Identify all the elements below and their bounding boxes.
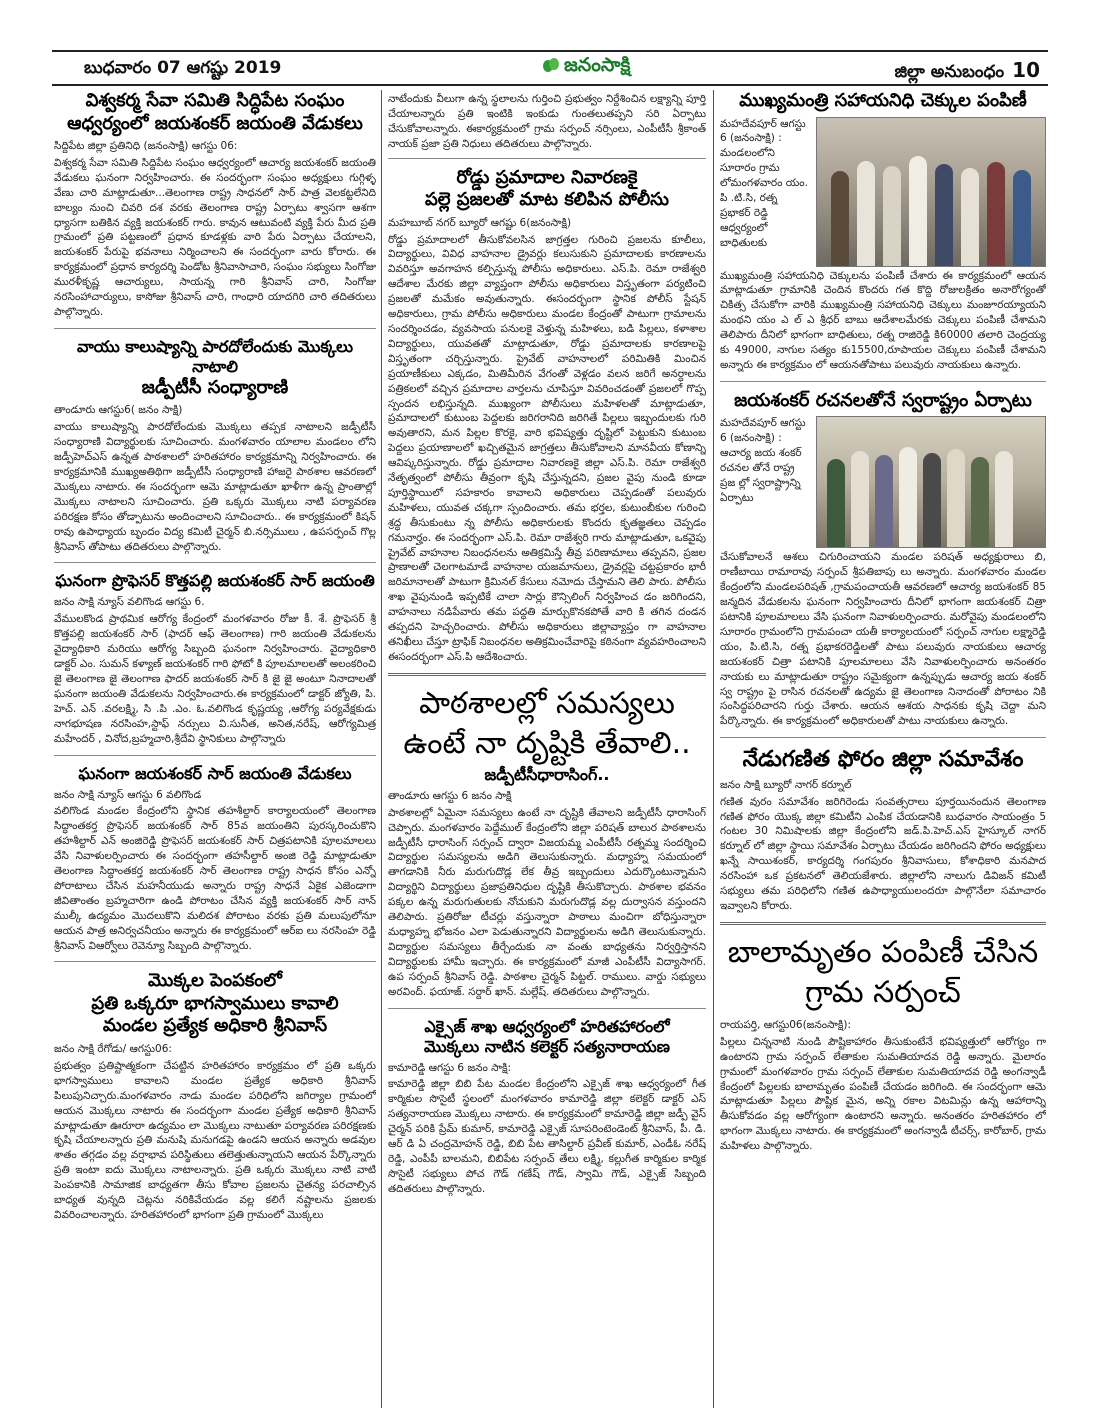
page-section	[895, 58, 1040, 86]
article-body: వాయు కాలుష్యాన్ని పారదోలేందుకు మొక్కలు తప్పక నాటాలని జడ్పీటీసీ సంధ్యారాణి విద్యార్థులకు సూచించారు. మంగళవారం యాలాల మండలం లోని జడ్పీహెచ్ఎస్ ఉన్నత పాఠశాలలో హరితహారం కార్యక్రమాన్ని నిర్వహించారు. ఈ కార్యక్రమానికి ముఖ్యఅతిథిగా జడ్పీటీసీ సంధ్యారాణి హాజరై పాఠశాల ఆవరణలో మొక్కలు నాటారు. ఈ సందర్భంగా ఆమె మాట్లాడుతూ ఖాళీగా ఉన్న ప్రాంతాల్లో మొక్కలు నాటాలని సూచించారు. ప్రతి ఒక్కరు మొక్కలు నాటి పర్యావరణ పరిరక్షణ కోసం తోడ్పాటును అందించాలని సూచించారు.. ఈ కార్యక్రమంలో కిషన్ రావు ఉపాధ్యాయ బృందం విద్య కమిటీ చైర్మన్ బి.నర్సిములు , ఉపసర్పంచ్ గొల్ల శ్రీనివాస్ తోపాటు తదితరులు పాల్గొన్నారు.	[54, 421, 376, 553]
article-body: పాఠశాలల్లో ఏమైనా సమస్యలు ఉంటే నా దృష్టికి తేవాలని జడ్పీటీసీ ధారాసింగ్ చెప్పారు. మంగళవారం పెద్దేముల్ కేంద్రంలోని జిల్లా పరిషత్ బాలుర పాఠశాలను జడ్పీటీసీ ధారాసింగ్ సర్పంచ్ ద్వారా విజయమ్మ ఎంపీటీసీ రత్నమ్మ సందర్శించి విద్యార్థుల సమస్యలను అడిగి తెలుసుకున్నారు. మధ్యాహ్న సమయంలో తాగడానికి నీరు మరుగుదొడ్ల లేక తీవ్ర ఇబ్బందులు ఎదుర్కొంటున్నామని విద్యార్థిని విద్యార్థులు ప్రజాప్రతినిధుల దృష్టికి తీసుకొచ్చారు. పాఠశాల భవనం పక్కల ఉన్న మరుగుతులకు నోచుకుని మరుగుదొడ్ల వల్ల దుర్వాసన వస్తుందని తెలిపారు. ప్రతిరోజు టీచర్లు వస్తున్నారా పాఠాలు మంచిగా బోధిస్తున్నారా మధ్యాహ్న భోజనం ఎలా పెడుతున్నారని విద్యార్థులను అడిగి తెలుసుకున్నారు. విద్యార్థుల సమస్యలు తీర్చేందుకు నా వంతు బాధ్యతను నిర్వర్తిస్తానని విద్యార్థులకు హామీ ఇచ్చారు. ఈ కార్యక్రమంలో మాజీ ఎంపీటీసీ విద్యాసాగర్. ఉప సర్పంచ్ శ్రీనివాస్ రెడ్డి. పాఠశాల చైర్మన్ పిట్టల్. రాములు. వార్డు సభ్యులు అరవింద్. ఫయాజ్. సర్దార్ ఖాన్. మల్లేష్. తదితరులు పాల్గొన్నారు.	[388, 806, 706, 998]
divider	[720, 922, 1046, 925]
article-plantation	[54, 970, 376, 1222]
person-figure	[831, 171, 849, 266]
dateline: జనం సాక్షి న్యూస్ వలిగొండ ఆగస్టు 6.	[54, 596, 205, 609]
photo-block	[720, 416, 1046, 548]
headline: జయశంకర్ రచనలతోనే స్వరాష్ట్రం ఏర్పాటు	[734, 389, 1032, 411]
divider	[720, 737, 1046, 738]
dateline: మహబూబ్ నగర్ బ్యూరో ఆగష్టు 6(జనంసాక్షి)	[388, 216, 572, 229]
article-jayanthi-celebrations	[54, 764, 376, 954]
headline: పల్లె ప్రజలతో మాట కలిపిన పోలీసు	[424, 189, 670, 211]
person-figure	[947, 449, 965, 547]
dateline: జనం సాక్షి రేగోడు/ ఆగస్టు06:	[54, 1042, 172, 1055]
person-figure	[851, 451, 869, 547]
divider	[54, 562, 376, 563]
headline: ఘనంగా జయశంకర్ సార్ జయంతి వేడుకలు	[78, 763, 352, 783]
person-figure	[875, 455, 893, 547]
article-maths-forum	[720, 746, 1046, 914]
article-body: వేములకొండ ప్రాథమిక ఆరోగ్య కేంద్రంలో మంగళవారం రోజు కీ. శే. ప్రొఫెసర్ శ్రీ కొత్తపల్లి జయశంకర్ సార్ (ఫాదర్ ఆఫ్ తెలంగాణ) గారి జయంతి వేడుకలను వైద్యాధికారి మరియు ఆరోగ్య సిబ్బంది ఘనంగా నిర్వహించారు. వైద్యాధికారి డాక్టర్ ఎం. సుమన్ కళ్యాణ్ జయశంకర్ గారి ఫోటో కి పూలమాలలతో అలంకరించి జై తెలంగాణ జై తెలంగాణ ఫాదర్ జయశంకర్ సార్ కి జై జై అంటూ నినాదాలతో ఘనంగా జయంతి వేడుకలను నిర్వహించారు.ఈ కార్యక్రమంలో డాక్టర్ జ్యోతి, పి. హెచ్. ఎన్ .వరలక్ష్మి, సి .పి .ఎం. ఓ.వలిగొండ కృష్ణయ్య ,ఆరోగ్య పర్యవేక్షకుడు నాగభూషణ నరసింహ,స్టాఫ్ నర్సులు వి.సునీత, అనిత,నరేష్, ఆరోగ్యమిత్ర మహేందర్ , వినోద,బ్రహ్మచారి,శ్రీదేవి స్థానికులు పాల్గొన్నారు	[54, 613, 376, 745]
headline: ఆధ్వర్యంలో జయశంకర్ జయంతి వేడుకలు	[67, 112, 363, 134]
dateline: తాండూరు ఆగస్టు6( జనం సాక్షి)	[54, 404, 183, 417]
headline: మొక్కలు నాటిన కలెక్టర్ సత్యనారాయణ	[424, 1036, 670, 1056]
person-figure	[899, 447, 917, 547]
dateline: తాండూరు ఆగస్టు 6 జనం సాక్షి	[388, 789, 512, 802]
column-rule	[381, 90, 382, 1408]
article-balamrutham	[720, 933, 1046, 1154]
article-lead: మహదేవపూర్ ఆగస్టు 6 (జనంసాక్షి) : మండలంలోని సూరారం గ్రామ లోమంగళవారం యం. పి .టి.సి, రత్న ప్రభాకర్ రెడ్డి ఆధ్వర్యంలో బాధితులకు	[720, 117, 808, 249]
headline: బాలామృతం పంపిణీ చేసిన	[727, 934, 1039, 970]
article-lead: మహదేవపూర్ ఆగస్టు 6 (జనంసాక్షి) : ఆచార్య జయ శంకర్ రచనల తోనే రాష్ట్ర ప్రజ ల్లో స్వరాష్ట్రాన్ని ఏర్పాటు	[720, 417, 806, 504]
headline: ఘనంగా ప్రొఫెసర్ కొత్తపల్లి జయశంకర్ సార్ జయంతి	[55, 571, 375, 591]
divider	[388, 158, 706, 159]
article-pollution	[54, 337, 376, 555]
divider	[720, 381, 1046, 382]
person-figure	[971, 457, 989, 547]
section-name: జిల్లా అనుబంధం	[894, 62, 1005, 82]
person-figure	[987, 162, 1005, 266]
divider	[54, 755, 376, 756]
person-figure	[857, 161, 875, 266]
article-body: కామారెడ్డి జిల్లా బిబి పేట మండల కేంద్రంలోని ఎక్సైజ్ శాఖ ఆధ్వర్యంలో గీత కార్మికుల సొసైటీ స్థలంలో మంగళవారం కామారెడ్డి జిల్లా కలెక్టర్ డాక్టర్ ఎస్ సత్యనారాయణ మొక్కలు నాటారు. ఈ కార్యక్రమంలో కామారెడ్డి జిల్లా జడ్పీ వైస్ చైర్మన్ పరికి ప్రేమ్ కుమార్, కామారెడ్డి ఎక్సైజ్ సూపరింటెండెంట్ శ్రీనివాస్, పీ. డి. ఆర్ డి ఏ చంద్రమోహన్ రెడ్డి, బిబి పేట తాసిల్దార్ ప్రవీణ్ కుమార్, ఎండీఓ నరేష్ రెడ్డి, ఎంపీపీ బాలమని, బిబిపేట సర్పంచ్ తేలు లక్ష్మి, కల్లుగీత కార్మికుల కార్మిక సొసైటీ సభ్యులు పోచ గౌడ్ గణేష్ గౌడ్, స్వామి గౌడ్, ఎక్సైజ్ సిబ్బంది తదితరులు పాల్గొన్నారు.	[388, 1078, 706, 1195]
article-cm-relief	[720, 90, 1046, 373]
article-body: చేసుకోవాలనే ఆశలు చిగురించాయని మండల పరిషత్ అధ్యక్షురాలు బి, రాణీబాయి రామారావు సర్పంచ్ శ్రీపతిబాపు లు అన్నారు. మంగళవారం మండల కేంద్రంలోని మండలపరిషత్ ,గ్రామపంచాయతీ ఆవరణలో ఆచార్య జయశంకర్ 85 జన్మదిన వేడుకలను ఘనంగా నిర్వహించారు దీనిలో భాగంగా జయశంకర్ చిత్రా పటానికి పూలమాలలు వేసి ఘనంగా నివాళులర్పించారు. మరోవైపు మండలంలోని సూరారం గ్రామంలోని గ్రామపంచా యతీ కార్యాలయంలో సర్పంచ్ నాగుల లక్ష్మారెడ్డి యం, పి.టి.సి, రత్న ప్రభాకరరెడ్డిలతో పాటు పలువురు నాయకులు ఆచార్య జయశంకర్ చిత్రా పటానికి పూలమాలలు వేసి నివాళులర్పించారు అనంతరం నాయకు లు మాట్లాడుతూ రాష్ట్రం సమైక్యంగా ఉన్నప్పుడు ఆచార్య జయ శంకర్ స్వ రాష్ట్రం పై రాసిన రచనలతో ఉద్యమ జై తెలంగాణ నినాదంతో పోరాటం నికి సంసిద్ధపరిచారని గుర్తు చేశారు. ఆయన ఆశయ సాధనకు కృషి చెద్దా మని పేర్కొన్నారు. ఈ కార్యక్రమంలో అధికారులతో పాటు నాయకులు ఉన్నారు.	[720, 551, 1046, 728]
person-figure	[923, 453, 941, 547]
headline: ప్రతి ఒక్కరూ భాగస్వాములు కావాలి	[91, 992, 339, 1014]
article-body: పిల్లలు చిన్ననాటి నుండి పౌష్టికాహారం తీసుకుంటేనే భవిష్యత్తులో ఆరోగ్యం గా ఉంటారని గ్రామ సర్పంచ్ లేతాకుల సుమతియాదవ రెడ్డి అన్నారు. మైలారం గ్రామంలో మంగళవారం గ్రామ సర్పంచ్ లేతాకుల సుమతియాదవ రెడ్డి అంగన్వాడీ కేంద్రంలో పిల్లలకు బాలామృతం పంపిణీ చేయడం జరిగింది. ఈ సందర్భంగా ఆమె మాట్లాడుతూ పిల్లలు పౌష్టిక మైన, అన్ని రకాల విటమిన్లు ఉన్న ఆహారాన్ని తీసుకోవడం వల్ల ఆరోగ్యంగా ఉంటారని అన్నారు. అనంతరం హరితహారం లో భాగంగా మొక్కలు నాటారు. ఈ కార్యక్రమంలో అంగన్వాడీ టీచర్స్, కారోబార్, గ్రామ మహిళలు పాల్గొన్నారు.	[720, 1035, 1046, 1153]
article-road-safety	[388, 167, 706, 665]
headline: నేడుగణిత ఫోరం జిల్లా సమావేశం	[742, 747, 1024, 773]
dateline: రాయపర్తి, ఆగస్టు06(జనంసాక్షి):	[720, 1018, 851, 1031]
person-figure	[909, 156, 927, 266]
article-excise-plantation	[388, 1017, 706, 1197]
headline: మొక్కల పెంపకంలో	[148, 970, 282, 992]
article-body: ముఖ్యమంత్రి సహాయనిధి చెక్కులను పంపిణీ చేశారు ఈ కార్యక్రమంలో ఆయన మాట్లాడుతూ గ్రామానికి చెందిన కొందరు గత కొద్ది రోజులక్రితం అనారోగ్యంతో చికిత్స చేసుకోగా వారికి ముఖ్యమంత్రి సహాయనిధి చెక్కులు మంజూరయ్యాయని మంథని యం ఎ ల్ ఎ శ్రీధర్ బాబు ఆదేశాలమేరకు చెక్కులు పంపిణీ చేశామని తెలిపారు దీనిలో భాగంగా బాధితులు, రత్న రాజిరెడ్డి కి60000 తలారి చెంద్రయ్య కు 49000, నాగుల సత్యం కు15500,రూపాయల చెక్కులు పంపిణీ చేశామని అన్నారు ఈ కార్యక్రమం లో ఆయనతోపాటు పలువురు నాయకులు ఉన్నారు.	[720, 269, 1046, 371]
headline: ఉంటే నా దృష్టికి తేవాలి..	[403, 726, 691, 762]
dateline: జనం సాక్షి బ్యూరో నాగర్ కర్నూల్	[720, 778, 852, 791]
person-figure	[883, 166, 901, 266]
person-figure	[961, 168, 979, 266]
column-1	[54, 90, 376, 1408]
leaf-logo-icon	[542, 57, 560, 73]
article-body: గణిత వురం సమావేశం జరిగిరెండు సంవత్సరాలు పూర్తయినందున తెలంగాణ గణిత ఫోరం యొక్క జిల్లా కమిటీని ఎంపిక చేయడానికి బుధవారం సాయంత్రం 5 గంటల 30 నిమిషాలకు జిల్లా కేంద్రంలోని జడ్.పి.హెచ్.ఎస్ హైస్కూల్ నాగర్ కర్నూల్ లో జిల్లా స్థాయి సమావేశం ఏర్పాటు చేయడం జరిగిందని ఫోరం అధ్యక్షులు ఖన్నే సాయిశంకర్, కార్యదర్శి గంగపురం శ్రీనివాసులు, కోశాధికారి మనపాద నరసింహా ఒక ప్రకటనలో తెలియజేశారు. జిల్లాలోని నాలుగు డివిజన్ కమిటీ సభ్యులు తమ పరిధిలోని గణిత ఉపాధ్యాయులందరూ పాల్గొనేలా సమాచారం ఇవ్వాలని కోరారు.	[720, 795, 1046, 912]
divider	[54, 328, 376, 329]
dateline: కామారెడ్డి ఆగస్టు 6 జనం సాక్షి:	[388, 1061, 512, 1074]
subheadline: జడ్పీటీసీధారాసింగ్..	[484, 764, 610, 784]
column-3	[720, 90, 1046, 1408]
photo-block	[720, 117, 1046, 267]
news-photo	[816, 416, 1046, 548]
newspaper-name: జనంసాక్షి	[564, 54, 631, 76]
person-figure	[935, 164, 953, 266]
page-number: 10	[1012, 58, 1040, 82]
article-vishwakarma	[54, 90, 376, 320]
divider	[54, 961, 376, 962]
headline: ఎక్సైజ్ శాఖ ఆధ్వర్యంలో హరితహారంలో	[424, 1016, 670, 1036]
subheadline: మండల ప్రత్యేక అధికారి శ్రీనివాస్	[102, 1015, 328, 1037]
newspaper-logo	[542, 54, 630, 81]
column-rule	[713, 90, 714, 1408]
news-photo	[816, 117, 1046, 267]
article-body: వలిగొండ మండల కేంద్రంలోని స్థానిక తహశీల్దార్ కార్యాలయంలో తెలంగాణ సిద్ధాంతకర్త ప్రొఫెసర్ జయశంకర్ సార్ 85వ జయంతిని పురస్కరించుకొని తహశీల్దార్ ఎన్ అంజిరెడ్డి ప్రొఫెసర్ జయశంకర్ సార్ చిత్రపటానికి పూలమాలలు వేసి నివాళులర్పించారు ఈ సందర్భంగా తహసీల్దార్ అంజి రెడ్డి మాట్లాడుతూ తెలంగాణ సిద్ధాంతకర్త జయశంకర్ సార్ తెలంగాణ రాష్ట్ర సాధన కోసం ఎన్నో పోరాటాలు చేసిన మహనీయుడు అన్నారు రాష్ట్ర సాధనే ఏకైక ఎజెండాగా జీవితాంతం బ్రహ్మచారిగా ఉండి పోరాటం చేసిన వ్యక్తి జయశంకర్ సార్ నాన్ ముల్కీ ఉద్యమం మొదలుకొని మలిదశ పోరాటం వరకు ప్రతి మలుపులోనూ ఆయన పాత్ర అనిర్వచనీయం అన్నారు ఈ కార్యక్రమంలో ఆర్ఐ లు నరసింహ రెడ్డి శ్రీనివాస్ విఆర్వోలు రెవెన్యూ సిబ్బంది పాల్గొన్నారు.	[54, 805, 376, 952]
article-body: ప్రభుత్వం ప్రతిష్టాత్మకంగా చేపట్టిన హరితహారం కార్యక్రమం లో ప్రతి ఒక్కరు భాగస్వాములు కావాలని మండల ప్రత్యేక అధికారి శ్రీనివాస్ పిలుపునిచ్చారు.మంగళవారం నాడు మండల పరిధిలోని జగిర్యాల గ్రామంలో ఆయన మొక్కలు నాటారు ఈ సందర్భంగా మండల ప్రత్యేక అధికారి శ్రీనివాస్ మాట్లాడుతూ ఊరూరా ఉద్యమం లా మొక్కలు నాటుతూ పర్యావరణ పరిరక్షణకు కృషి చేయాలన్నారు ప్రతి మనుషి మనుగడపై ఉండని ఆయన అన్నారు అడవుల శాతం తగ్గడం వల్ల వర్షాభావ పరిస్థితులు తలెత్తుతున్నాయని ఆయన పేర్కొన్నారు ప్రతి ఇంటా ఐదు మొక్కలు నాటాలన్నారు. ప్రతి ఒక్కరు మొక్కలు నాటి వాటి పెంపకానికి సామాజిక బాధ్యతగా తీసు కోవాల ప్రజలను చైతన్య పరచాల్సిన బాధ్యత వున్నది చెట్లను నరికివేయడం వల్ల కలిగే నష్టాలను ప్రజలకు వివరించాలన్నారు. హరితహారంలో భాగంగా ప్రతి గ్రామంలో మొక్కలు	[54, 1059, 376, 1221]
headline: పాఠశాలల్లో సమస్యలు	[419, 685, 675, 721]
person-figure	[827, 459, 845, 547]
article-body: రోడ్డు ప్రమాదాలలో తీసుకోవలసిన జాగ్రత్తల గురించి ప్రజలను కూలీలు, విద్యార్థులు, వివిధ వాహనాల డ్రైవర్లు కలుసుకుని ప్రమాదాలకు కారణాలను వివరిస్తూ అవగాహన కల్పిస్తున్న పోలీసు అధికారులు. ఎస్.పి. రెమా రాజేశ్వరి ఆదేశాల మేరకు జిల్లా వ్యాప్తంగా పోలీసు అధికారులు విస్తృతంగా పర్యటించి ప్రజలతో మమేకం అవుతున్నారు. ఈసందర్భంగా స్థానిక పోలీస్ స్టేషన్ అధికారులు, గ్రామ పోలీసు అధికారులు మండల కేంద్రంతో పాటుగా గ్రామాలను సందర్శించడం, వ్యవసాయ పనులకై వెళ్తున్న మహిళలు, బడి పిల్లలు, కళాశాల విద్యార్థులు, యువతతో మాట్లాడుతూ, రోడ్డు ప్రమాదాలకు కారణాలపై విస్తృతంగా చర్చిస్తున్నారు. ప్రైవేట్ వాహనాలలో పరిమితికి మించిన ప్రయాణీకులు ఎక్కడం, మితిమీరిన వేగంతో వెళ్లడం వలన జరిగే అనర్ధాలను పత్రికలలో వచ్చిన ప్రమాదాల వార్తలను చూపిస్తూ వివరించడంతో ప్రజలలో గొప్ప స్పందన లభిస్తున్నది. ముఖ్యంగా పోలీసులు మహిళలతో మాట్లాడుతూ, ప్రమాదాలలో కుటుంబ పెద్దలకు జరిగరానిది జరిగితే పిల్లలు ఇబ్బందులకు గురి అవుతారని, మన పిల్లల కొరకై, వారి భవిష్యత్తు దృష్టిలో పెట్టుకుని కుటుంబ పెద్దలు ప్రయాణాలలో ఖచ్చితమైన జాగ్రత్తలు తీసుకోవాలని మానవీయ కోణాన్ని ఆవిష్కరిస్తున్నారు. రోడ్డు ప్రమాదాల నివారణకై జిల్లా ఎస్.పి. రెమా రాజేశ్వరి నేతృత్వంలో పోలీసు తీవ్రంగా కృషి చేస్తున్నదని, ప్రజల వైపు నుండి కూడా పూర్తిస్థాయిలో సహకారం కావాలని అధికారులు చెప్పడంతో పలువురు మహిళలు, యువత చక్కగా స్పందించారు. తమ భర్తల, కుటుంబీకుల గురించి శ్రద్ధ తీసుకుంటు న్న పోలీసు అధికారులకు కొందరు కృతజ్ఞతలు చెప్పడం గమనార్హం. ఈ సందర్భంగా ఎస్.పి. రెమా రాజేశ్వరి గారు మాట్లాడుతూ, ఒకవైపు ప్రైవేట్ వాహనాల నిబంధనలను అతిక్రమిస్తే తీవ్ర పరిణామాలు తప్పవని, ప్రజల ప్రాణాలతో చెలగాటమాడే వాహనాల యజమానులు, డ్రైవర్లపై చట్టప్రకారం భారీ జరిమానాలతో పాటుగా క్రిమినల్ కేసులు నమోదు చేస్తామని తెలి పారు. పోలీసు శాఖ వైపునుండి ఇప్పటికే చాలా సార్లు కౌన్సిలింగ్ నిర్వహించ డం జరిగిందని, వాహనాలు నడిపేవారు తమ పద్ధతి మార్చుకొనకపోతే వారి కి తగిన దండన తప్పదని హెచ్చరించారు. పోలీసు అధికారులు జిల్లావ్యాప్తం గా వాహనాల తనిఖీలు చేస్తూ ట్రాఫిక్ నిబంధనల అతిక్రమించేవారిపై కఠినంగా వ్యవహరించాలని ఈసందర్భంగా ఎస్.పి ఆదేశించారు.	[388, 233, 706, 663]
subheadline: జడ్పీటీసీ సంధ్యారాణి	[141, 376, 289, 398]
masthead	[52, 50, 1048, 86]
headline: వాయు కాలుష్యాన్ని పారదోలేందుకు మొక్కలు నాటాలి	[76, 336, 354, 376]
headline: ముఖ్యమంత్రి సహాయనిధి చెక్కుల పంపిణీ	[739, 90, 1027, 111]
article-school-problems	[388, 684, 706, 1000]
column-2	[388, 90, 706, 1408]
divider	[388, 673, 706, 676]
article-jayashankar-writings	[720, 390, 1046, 729]
person-figure	[1013, 170, 1031, 266]
divider	[388, 1008, 706, 1009]
issue-date: బుధవారం 07 ఆగష్టు 2019	[84, 58, 282, 78]
headline: గ్రామ సర్పంచ్	[805, 975, 961, 1011]
dateline: జనం సాక్షి న్యూస్ ఆగస్టు 6 వలిగొండ	[54, 788, 202, 801]
headline: రోడ్డు ప్రమాదాల నివారణకై	[456, 166, 638, 188]
article-body: విశ్వకర్మ సేవా సమితి సిద్దిపేట సంఘం ఆధ్వర్యంలో ఆచార్య జయశంకర్ జయంతి వేడుకలు ఘనంగా నిర్వహించారు. ఈ సందర్భంగా సంఘం అధ్యక్షులు గుగ్గిళ్ళ వేణు చారి మాట్లాడుతూ...తెలంగాణ రాష్ట్ర సాధనలో సార్ పాత్ర వెలకట్టలేనిది బాల్యం నుంచి చివరి దశ వరకు తెలంగాణ రాష్ట్ర ఏర్పాటు శ్వాసగా ఆశగా ధ్యాసగా బతికిన వ్యక్తి జయశంకర్ గారు. కావున ఆటువంటి వ్యక్తి పేరు మీద ప్రతి గ్రామంలో ప్రతి పట్టణంలో ప్రధాన కూడళ్లకు వారి పేరు ఏర్పాటు చేయాలని, జయశంకర్ పేరుపై భవనాలు నిర్మించాలని ఈ సందర్భంగా వారు కోరారు. ఈ కార్యక్రమంలో ప్రధాన కార్యదర్శి పెండోట శ్రీనివాసాచారి, సంఘం సభ్యులు సింగోజు మురళీకృష్ణ ఆచార్యులు, సాయన్న గారి శ్రీనివాస్ చారి, సింగోజు నరసింహాచార్యులు, కాసోజు శ్రీనివాస్ చారి, గాంధారి యాదగిరి చారి తదితరులు పాల్గొన్నారు.	[54, 156, 376, 318]
person-figure	[995, 451, 1013, 547]
article-professor-jayanthi	[54, 571, 376, 746]
dateline: సిద్దిపేట జిల్లా ప్రతినిధి (జనంసాక్షి) ఆగస్టు 06:	[54, 140, 238, 152]
headline: విశ్వకర్మ సేవా సమితి సిద్ధిపేట సంఘం	[85, 90, 345, 111]
article-continuation: నాటేందుకు వీలుగా ఉన్న స్థలాలను గుర్తించి ప్రభుత్వం నిర్దేశించిన లక్ష్యాన్ని పూర్తి చేయాలన్నారు ప్రతి ఇంటికి ఇంకుడు గుంతలుతప్పని సరి ఏర్పాటు చేసుకోవాలన్నారు. ఈకార్యక్రమంలో గ్రామ సర్పంచ్ నర్సింలు, ఎంపీటీసీ శ్రీకాంత్ నాయక్ ప్రజా ప్రతి నిధులు తదితరులు పాల్గొన్నారు.	[388, 93, 706, 150]
